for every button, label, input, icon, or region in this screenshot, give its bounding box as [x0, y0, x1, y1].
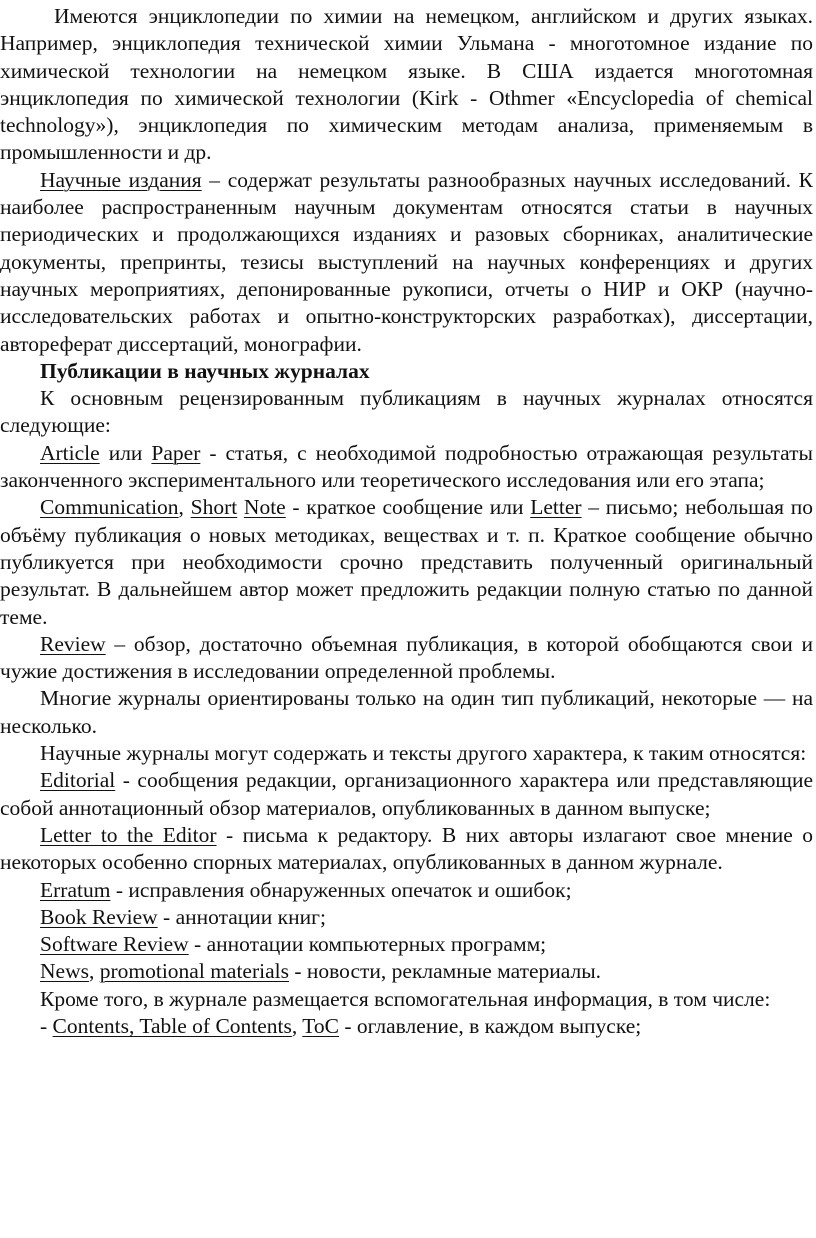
paragraph-news: News, promotional materials - новости, рекламные материалы. — [40, 959, 602, 984]
term-erratum: Erratum — [40, 877, 111, 902]
paragraph-erratum: Erratum - исправления обнаруженных опечаток и ошибок; — [40, 877, 572, 902]
term-scientific-publications: Научные издания — [40, 167, 202, 192]
paragraph-auxiliary-info: Кроме того, в журнале размещается вспомогательная информация, в том числе: — [40, 986, 771, 1011]
paragraph-editorial: Editorial - сообщения редакции, организационного характера или представляющие собой аннотационный обзор материалов, опубликованных в данном выпуске; — [0, 768, 813, 820]
term-contents: Contents, Table of Contents — [52, 1013, 292, 1038]
paragraph-communication: Communication, Short Note - краткое сообщение или Letter – письмо; небольшая по объёму публикация о новых методиках, веществах и т. п. Краткое сообщение обычно публикуется при необходимости срочно представить полученный оригинальный результат. В дальнейшем автор может предложить редакции полную статью по данной теме. — [0, 495, 814, 629]
paragraph-encyclopedias: Имеются энциклопедии по химии на немецком, английском и других языках. Например, энциклопедия технической химии Ульмана - многотомное издание по химической технологии на немецком языке. В США издается многотомная энциклопедия по химической технологии (Kirk - Othmer «Encyclopedia of chemical technology»), энциклопедия по химическим методам анализа, применяемым в промышленности и др. — [0, 4, 813, 165]
term-review: Review — [40, 631, 106, 656]
term-letter: Letter — [530, 495, 582, 520]
term-editorial: Editorial — [40, 768, 116, 793]
paragraph-article: Article или Paper - статья, с необходимой подробностью отражающая результаты законченного экспериментального или теоретического исследования или его этапа; — [0, 440, 813, 493]
term-book-review: Book Review — [40, 904, 158, 929]
term-communication: Communication — [40, 495, 179, 520]
term-article: Article — [40, 440, 100, 465]
term-short: Short — [190, 495, 238, 520]
paragraph-book-review: Book Review - аннотации книг; — [40, 904, 326, 929]
paragraph-letter-to-editor: Letter to the Editor - письма к редактору. В них авторы излагают свое мнение о некоторых особенно спорных материалах, опубликованных в данном журнале. — [0, 822, 814, 875]
paragraph-other-texts: Научные журналы могут содержать и тексты другого характера, к таким относятся: — [40, 741, 807, 766]
list-item-contents: - Contents, Table of Contents, ToC - оглавление, в каждом выпуске; — [40, 1013, 642, 1038]
term-note: Note — [243, 495, 286, 520]
paragraph-scientific-publications: Научные издания – содержат результаты разнообразных научных исследований. К наиболее распространенным научным документам относятся статьи в научных периодических и продолжающихся изданиях и разовых сборниках, аналитические документы, препринты, тезисы выступлений на научных конференциях и других научных мероприятиях, депонированные рукописи, отчеты о НИР и ОКР (научно-исследовательских работах и опытно-конструкторских разработках), диссертации, автореферат диссертаций, монографии. — [0, 167, 813, 356]
paragraph-software-review: Software Review - аннотации компьютерных программ; — [40, 932, 547, 957]
term-letter-to-editor: Letter to the Editor — [40, 822, 217, 847]
paragraph-journal-types: Многие журналы ориентированы только на один тип публикаций, некоторые — на несколько. — [0, 686, 813, 738]
term-promotional-materials: promotional materials — [99, 959, 289, 984]
term-news: News — [40, 959, 89, 984]
term-software-review: Software Review — [40, 932, 189, 957]
paragraph-main-types: К основным рецензированным публикациям в научных журналах относятся следующие: — [0, 386, 813, 438]
term-paper: Paper — [151, 440, 201, 465]
paragraph-review: Review – обзор, достаточно объемная публикация, в которой обобщаются свои и чужие достижения в исследовании определенной проблемы. — [0, 631, 813, 684]
term-toc: ToC — [302, 1013, 340, 1038]
section-heading: Публикации в научных журналах — [40, 358, 370, 383]
